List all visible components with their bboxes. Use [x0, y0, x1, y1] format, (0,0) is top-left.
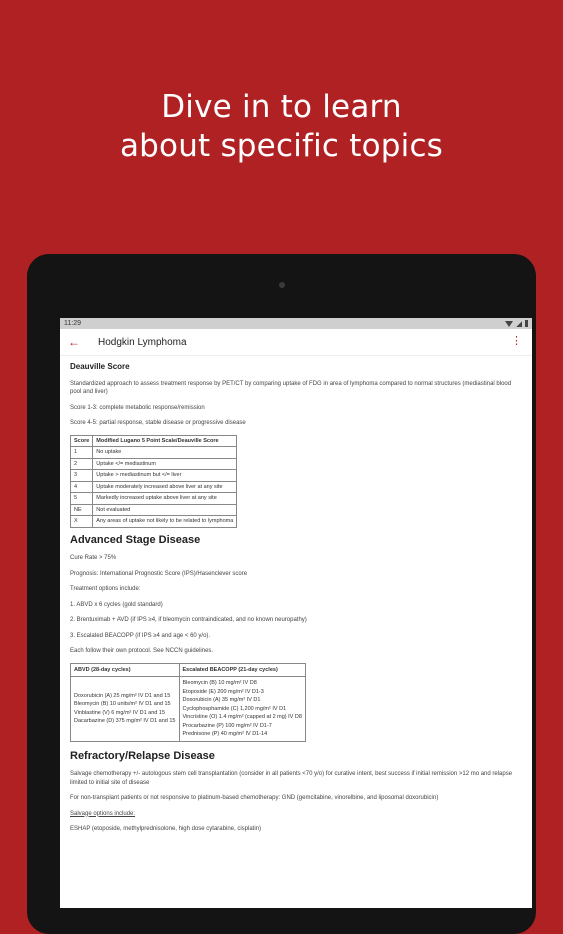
advanced-title: Advanced Stage Disease	[70, 533, 201, 546]
drug-line: Dacarbazine (D) 375 mg/m² IV D1 and 15	[74, 718, 176, 725]
deauville-intro: Standardized approach to assess treatment response by PET/CT by comparing uptake of FDG in area of lymphoma compared to normal structures (mediastinal blood pool and liver)	[70, 380, 512, 395]
table-cell: No uptake	[93, 447, 237, 459]
signal-icon	[516, 321, 522, 327]
cure-rate: Cure Rate > 75%	[70, 555, 117, 561]
drug-line: Doxorubicin (A) 25 mg/m² IV D1 and 15	[74, 692, 171, 699]
table-cell: Markedly increased uptake above liver at any site	[93, 493, 237, 505]
table-header-cell: Escalated BEACOPP (21-day cycles)	[179, 663, 305, 677]
table-cell: Not evaluated	[93, 504, 237, 516]
table-row	[71, 493, 237, 505]
more-vert-icon[interactable]: ⋮	[511, 335, 522, 347]
table-cell: 4	[71, 481, 93, 493]
options-intro: Treatment options include:	[70, 586, 141, 592]
option-1: 1. ABVD x 6 cycles (gold standard)	[70, 601, 163, 608]
table-row	[71, 516, 237, 528]
promo-headline	[0, 88, 563, 166]
drug-line: Prednisone (P) 40 mg/m² IV D1-14	[182, 731, 268, 737]
app-bar	[60, 329, 532, 356]
app-bar-title: Hodgkin Lymphoma	[98, 336, 187, 348]
prognosis: Prognosis: International Prognostic Score (IPS)/Hasenclever score	[70, 570, 248, 577]
table-row	[71, 447, 237, 459]
refractory-title: Refractory/Relapse Disease	[70, 749, 215, 762]
option-3: 3. Escalated BEACOPP (if IPS ≥4 and age < 60 y/o).	[70, 632, 211, 639]
article-content	[60, 356, 532, 845]
status-time: 11:29	[64, 320, 81, 327]
drug-line: Doxorubicin (A) 35 mg/m² IV D1	[182, 697, 261, 703]
table-row	[71, 677, 306, 742]
headline-line-1: Dive in to learn	[161, 89, 402, 125]
camera-dot	[279, 282, 285, 288]
deauville-title: Deauville Score	[70, 362, 130, 371]
salvage-text: Salvage chemotherapy +/- autologous stem cell transplantation (consider in all patients <70 y/o) for curative intent, best success if initial remission >12 mo and relapse limited to initial site of disease	[70, 771, 513, 786]
table-header-row	[71, 663, 306, 677]
table-cell: X	[71, 516, 93, 528]
non-transplant-text: For non-transplant patients or not responsive to platinum-based chemotherapy: GND (gemcitabine, vinorelbine, and liposomal doxorubicin)	[70, 795, 439, 801]
table-row	[71, 458, 237, 470]
drug-line: Cyclophosphamide (C) 1,200 mg/m² IV D1	[182, 705, 287, 712]
salvage-options-heading: Salvage options include:	[70, 810, 136, 817]
battery-icon	[525, 320, 528, 327]
table-cell: 1	[71, 447, 93, 459]
deauville-score-1-3: Score 1-3: complete metabolic response/remission	[70, 404, 205, 411]
beacopp-cell	[179, 677, 305, 742]
table-cell: 2	[71, 458, 93, 470]
table-row	[71, 504, 237, 516]
tablet-frame	[27, 254, 536, 934]
arrow-left-icon[interactable]: ←	[68, 335, 80, 349]
drug-line: Procarbazine (P) 100 mg/m² IV D1-7	[182, 722, 272, 729]
status-icons	[505, 320, 528, 327]
eshap-text: ESHAP (etoposide, methylprednisolone, high dose cytarabine, cisplatin)	[70, 826, 261, 832]
table-header-cell: ABVD (28-day cycles)	[71, 663, 180, 677]
table-cell: Any areas of uptake not likely to be related to lymphoma	[93, 516, 237, 528]
drug-line: Bleomycin (B) 10 units/m² IV D1 and 15	[74, 701, 171, 708]
table-cell: Uptake </= mediastinum	[93, 458, 237, 470]
abvd-cell	[71, 677, 180, 742]
table-header-cell: Modified Lugano 5 Point Scale/Deauville Score	[93, 435, 237, 447]
protocol-note: Each follow their own protocol. See NCCN guidelines.	[70, 648, 214, 654]
option-2: 2. Brentuximab + AVD (if IPS ≥4, if bleomycin contraindicated, and no known neuropathy)	[70, 617, 307, 623]
deauville-score-4-5: Score 4-5: partial response, stable disease or progressive disease	[70, 420, 246, 426]
table-cell: 3	[71, 470, 93, 482]
table-cell: NE	[71, 504, 93, 516]
status-bar	[60, 318, 532, 329]
drug-line: Vinblastine (V) 6 mg/m² IV D1 and 15	[74, 709, 165, 716]
deauville-table	[70, 435, 237, 528]
table-header-row	[71, 435, 237, 447]
table-cell: 5	[71, 493, 93, 505]
drug-line: Etoposide (E) 200 mg/m² IV D1-3	[182, 688, 264, 695]
table-cell: Uptake > mediastinum but </= liver	[93, 470, 237, 482]
regimen-table	[70, 663, 306, 742]
table-header-cell: Score	[71, 435, 93, 447]
headline-line-2: about specific topics	[119, 128, 444, 164]
table-row	[71, 481, 237, 493]
wifi-icon	[505, 321, 513, 327]
drug-line: Bleomycin (B) 10 mg/m² IV D8	[182, 680, 257, 686]
drug-line: Vincristine (O) 1.4 mg/m² (capped at 2 mg) IV D8	[182, 714, 302, 720]
app-screen	[60, 318, 532, 908]
table-cell: Uptake moderately increased above liver at any site	[93, 481, 237, 493]
table-row	[71, 470, 237, 482]
